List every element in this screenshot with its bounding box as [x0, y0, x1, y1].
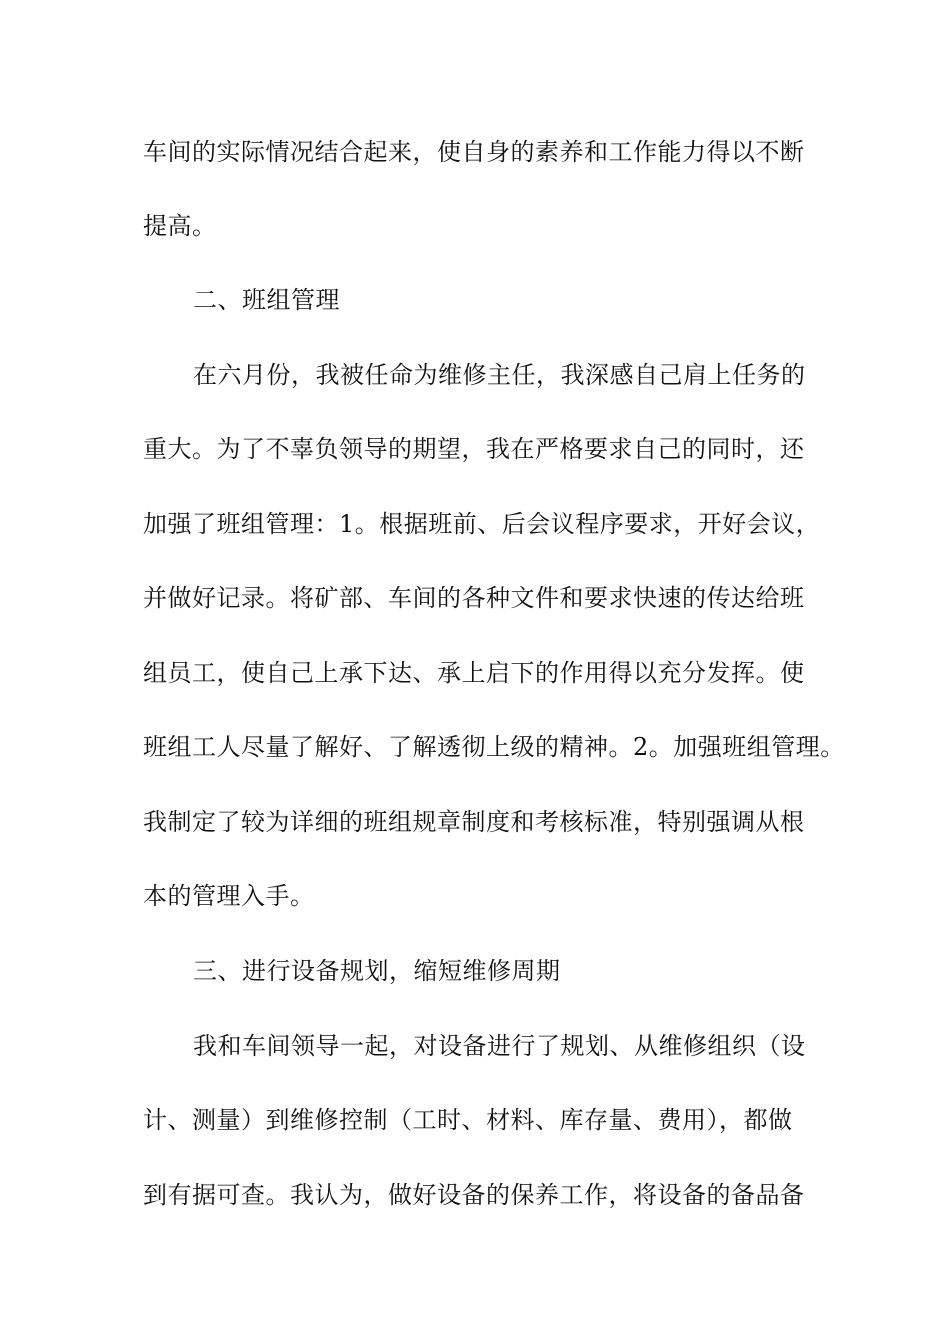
- paragraph-line: 到有据可查。我认为，做好设备的保养工作，将设备的备品备: [143, 1181, 805, 1209]
- paragraph-line: 我制定了较为详细的班组规章制度和考核标准，特别强调从根: [143, 808, 805, 836]
- paragraph-line: 并做好记录。将矿部、车间的各种文件和要求快速的传达给班: [143, 584, 805, 612]
- section-heading: 三、进行设备规划，缩短维修周期: [193, 957, 561, 985]
- section-heading: 二、班组管理: [193, 286, 340, 314]
- paragraph-line: 本的管理入手。: [143, 882, 315, 910]
- paragraph-line: 我和车间领导一起，对设备进行了规划、从维修组织（设: [193, 1032, 806, 1060]
- paragraph-line: 在六月份，我被任命为维修主任，我深感自己肩上任务的: [193, 361, 806, 389]
- paragraph-line: 提高。: [143, 212, 217, 240]
- paragraph-line: 计、测量）到维修控制（工时、材料、库存量、费用），都做: [143, 1106, 793, 1134]
- paragraph-line: 重大。为了不辜负领导的期望，我在严格要求自己的同时，还: [143, 435, 805, 463]
- paragraph-line: 车间的实际情况结合起来，使自身的素养和工作能力得以不断: [143, 138, 805, 166]
- paragraph-line: 加强了班组管理：1。根据班前、后会议程序要求，开好会议，: [143, 510, 821, 538]
- paragraph-line: 组员工，使自己上承下达、承上启下的作用得以充分发挥。使: [143, 659, 805, 687]
- paragraph-line: 班组工人尽量了解好、了解透彻上级的精神。2。加强班组管理。: [143, 733, 845, 761]
